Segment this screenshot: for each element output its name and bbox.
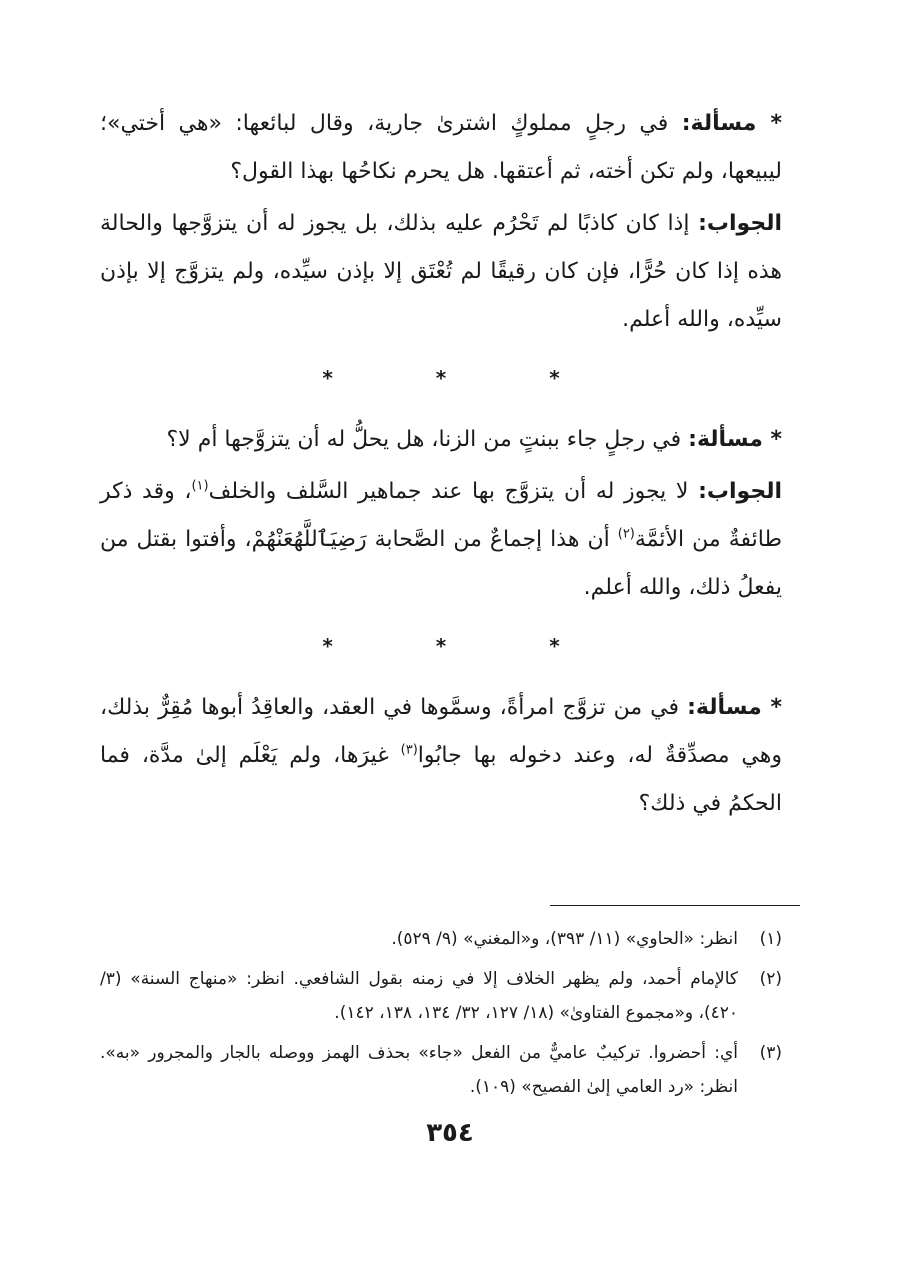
footnote-text: أي: أحضروا. تركيبٌ عاميٌّ من الفعل «جاء» بحذف الهمز ووصله بالجار والمجرور «به». انظر: «رد العامي إلىٰ الفصيح» (١٠٩). [100, 1043, 738, 1097]
footnote-ref[interactable]: (٢) [617, 526, 635, 542]
section-separator: * * * [322, 366, 608, 390]
footnote-text: انظر: «الحاوي» (١١/ ٣٩٣)، و«المغني» (٩/ ٥٢٩). [391, 929, 738, 949]
footnote-ref[interactable]: (١) [191, 478, 209, 494]
question-paragraph [100, 684, 782, 828]
footnote-rule [550, 905, 800, 906]
footnote [100, 1036, 782, 1104]
answer-paragraph [100, 200, 782, 344]
answer-text: أن هذا إجماعٌ من الصَّحابة رَضِيَٱللَّهُعَنْهُمْ، وأفتوا بقتل من يفعلُ ذلك، والله أعلم. [100, 527, 782, 600]
footnote-text: كالإمام أحمد، ولم يظهر الخلاف إلا في زمنه بقول الشافعي. انظر: «منهاج السنة» (٣/ ٤٢٠)، و«مجموع الفتاوىٰ» (١٨/ ١٢٧، ٣٢/ ١٣٤، ١٣٨، ١٤٢). [100, 969, 738, 1023]
footnote-number: (٣) [759, 1043, 782, 1063]
question-paragraph [100, 416, 782, 464]
answer-text: ، وقد ذكر طائفةٌ من الأئمَّة [100, 479, 782, 552]
main-text [100, 100, 782, 828]
answer-text: لا يجوز له أن يتزوَّج بها عند جماهير السَّلف والخلف [208, 479, 689, 504]
question-text: غيرَها، ولم يَعْلَم إلىٰ مدَّة، فما الحكمُ في ذلك؟ [100, 743, 782, 816]
question-label: * مسألة: [688, 427, 782, 452]
section-separator: * * * [322, 634, 608, 658]
page-number: ٣٥٤ [426, 1118, 474, 1148]
footnote-number: (٢) [759, 969, 782, 989]
footnotes [100, 922, 782, 1110]
question-label: * مسألة: [687, 695, 782, 720]
answer-label: الجواب: [698, 479, 783, 504]
question-paragraph [100, 100, 782, 196]
footnote [100, 962, 782, 1030]
question-label: * مسألة: [681, 111, 782, 136]
question-text: في رجلٍ جاء ببنتٍ من الزنا، هل يحلُّ له أن يتزوَّجها أم لا؟ [166, 427, 682, 452]
answer-paragraph [100, 468, 782, 612]
footnote [100, 922, 782, 956]
footnote-number: (١) [759, 929, 782, 949]
question-text: في من تزوَّج امرأةً، وسمَّوها في العقد، والعاقِدُ أبوها مُقِرٌّ بذلك، وهي مصدِّقةٌ له، وعند دخوله بها جابُوا [100, 695, 782, 768]
question-text: في رجلٍ مملوكٍ اشترىٰ جارية، وقال لبائعها: «هي أختي»؛ ليبيعها، ولم تكن أخته، ثم أعتقها. هل يحرم نكاحُها بهذا القول؟ [100, 111, 782, 184]
footnote-ref[interactable]: (٣) [400, 742, 418, 758]
answer-text: إذا كان كاذبًا لم تَحْرُم عليه بذلك، بل يجوز له أن يتزوَّجها والحالة هذه إذا كان حُرًّا، فإن كان رقيقًا لم تُعْتَق إلا بإذن سيِّده، ولم يتزوَّج إلا بإذن سيِّده، والله أعلم. [100, 211, 782, 332]
answer-label: الجواب: [698, 211, 782, 236]
